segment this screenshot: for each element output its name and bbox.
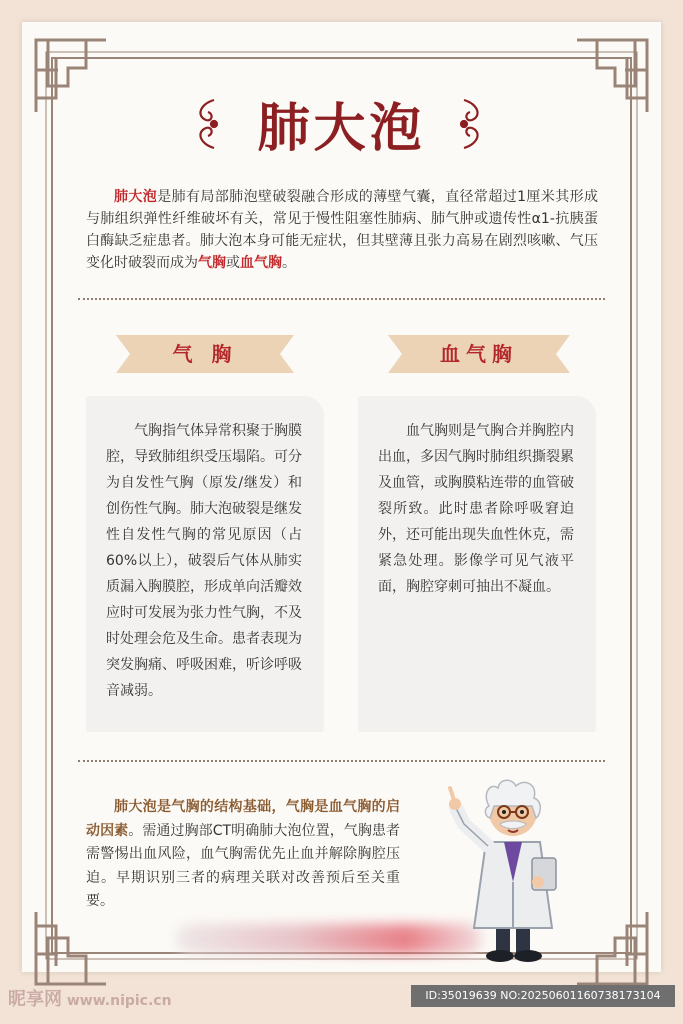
watermark-logo-text: 昵享网 xyxy=(8,989,62,1010)
ribbon-label: 气 胸 xyxy=(172,342,238,366)
dotted-divider-bottom xyxy=(78,760,605,762)
intro-term-hemopneumothorax: 血气胸 xyxy=(240,255,282,271)
watermark-url: www.nipic.cn xyxy=(66,993,172,1009)
dotted-divider-top xyxy=(78,298,605,300)
title-area xyxy=(0,86,683,161)
ribbon-pneumothorax xyxy=(116,335,294,373)
summary-text: 。需通过胸部CT明确肺大泡位置，气胸患者需警惕出血风险，血气胸需优先止血并解除胸腔压迫。早期识别三者的病理关联对改善预后至关重要。 xyxy=(86,822,401,909)
intro-or: 或 xyxy=(226,255,240,271)
blurred-decoration xyxy=(176,924,482,954)
card-text: 血气胸则是气胸合并胸腔内出血，多因气胸时肺组织撕裂累及血管，或胸膜粘连带的血管破裂所致。此时患者除呼吸窘迫外，还可能出现失血性休克，需紧急处理。影像学可见气液平面，胸腔穿刺可抽出不凝血。 xyxy=(378,423,574,595)
watermark-id: ID:35019639 NO:20250601160738173104 xyxy=(411,985,675,1007)
summary-paragraph xyxy=(86,796,400,914)
card-hemopneumothorax xyxy=(358,396,596,732)
summary-lead: 肺大泡是气胸的结构基础，气胸是血气胸的启动因素 xyxy=(86,799,400,839)
intro-term-pneumothorax: 气胸 xyxy=(198,255,226,271)
page-title: 肺大泡 xyxy=(257,98,426,159)
intro-text: 是肺有局部肺泡壁破裂融合形成的薄壁气囊，直径常超过1厘米其形成与肺组织弹性纤维破坏有关，常见于慢性阻塞性肺病、肺气肿或遗传性α1-抗胰蛋白酶缺乏症患者。肺大泡本身可能无症状，但其壁薄且张力高易在剧烈咳嗽、气压变化时破裂而成为 xyxy=(86,189,599,271)
intro-lead-term: 肺大泡 xyxy=(114,189,158,205)
doctor-illustration xyxy=(446,772,576,964)
ribbon-label: 血气胸 xyxy=(440,342,518,366)
intro-end: 。 xyxy=(282,255,296,271)
intro-paragraph xyxy=(86,186,598,274)
ribbon-hemopneumothorax xyxy=(388,335,570,373)
card-pneumothorax xyxy=(86,396,324,732)
card-text: 气胸指气体异常积聚于胸膜腔，导致肺组织受压塌陷。可分为自发性气胸（原发/继发）和创伤性气胸。肺大泡破裂是继发性自发性气胸的常见原因（占60%以上），破裂后气体从肺实质漏入胸膜腔，形成单向活瓣效应时可发展为张力性气胸，不及时处理会危及生命。患者表现为突发胸痛、呼吸困难，听诊呼吸音减弱。 xyxy=(106,423,302,699)
watermark-logo xyxy=(8,985,172,1011)
